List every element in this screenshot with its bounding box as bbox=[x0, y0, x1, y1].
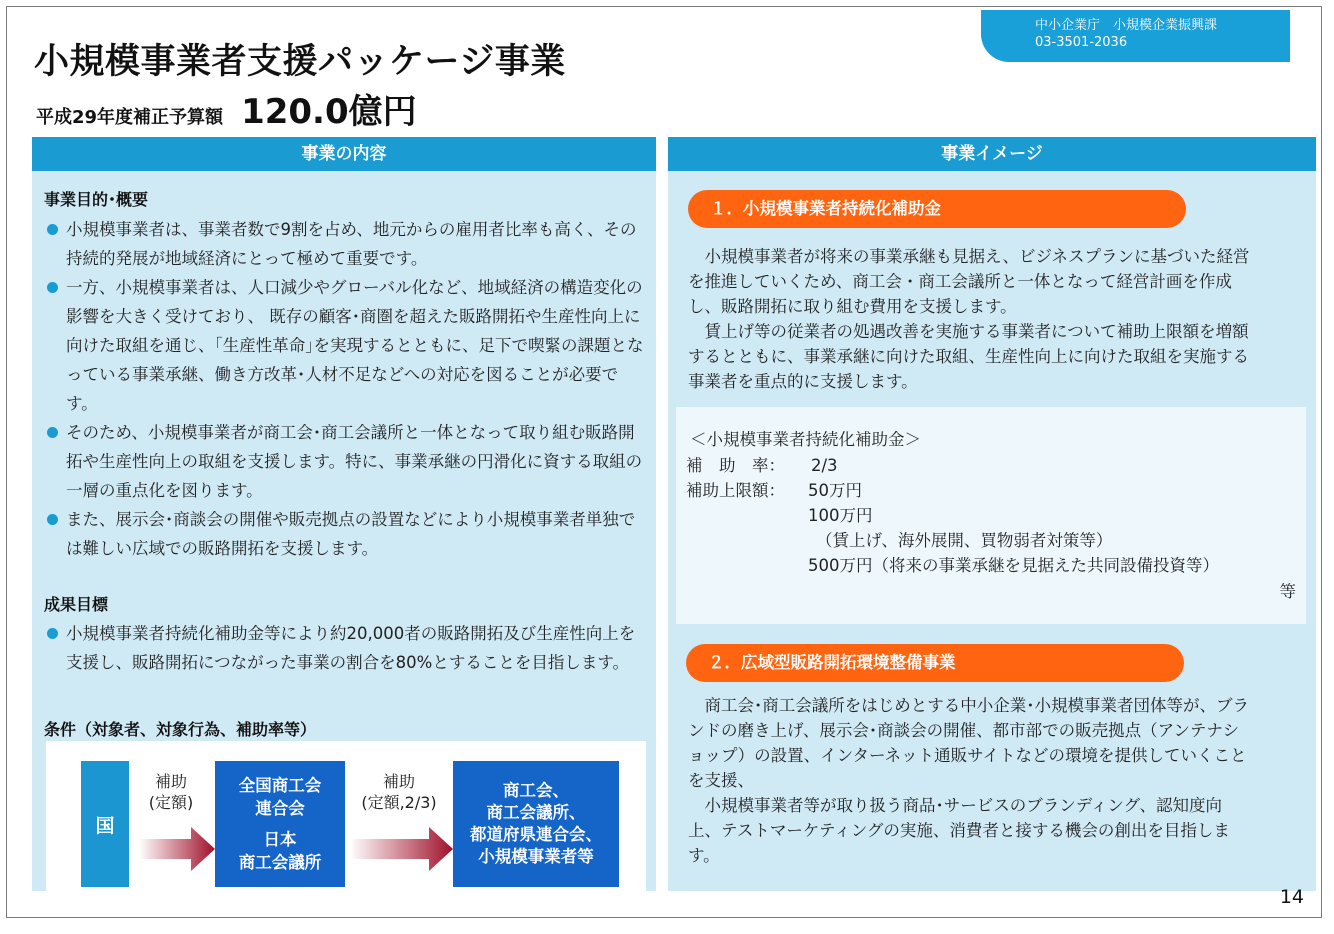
goal-bullet-list bbox=[46, 619, 646, 677]
flow-box-national: 国 bbox=[81, 761, 129, 887]
section2-text: 商工会･商工会議所をはじめとする中小企業･小規模事業者団体等が、ブランドの磨き上げ、展示会･商談会の開催、都市部での販売拠点（アンテナショップ）の設置、インターネット通販サイトなどの環境を提供していくことを支援、 小規模事業者等が取り扱う商品･サービスのブランディング、認知度向上、テストマーケティングの実施、消費者と接する機会の創出を目指します。 bbox=[688, 696, 1249, 865]
bullet-dot-icon bbox=[47, 427, 58, 438]
page-number: 14 bbox=[1279, 886, 1304, 908]
cap-50: 50万円 bbox=[808, 481, 862, 500]
budget-label: 平成29年度補正予算額 bbox=[36, 107, 224, 128]
bullet-dot-icon bbox=[47, 282, 58, 293]
arrow-right-icon bbox=[139, 827, 215, 871]
business-image-header: 事業イメージ bbox=[668, 137, 1316, 171]
section1-title: １．小規模事業者持続化補助金 bbox=[688, 190, 1186, 228]
cap-100: 100万円 bbox=[808, 506, 873, 525]
rate-value: 2/3 bbox=[811, 456, 838, 475]
bullet-dot-icon bbox=[47, 514, 58, 525]
list-item: 小規模事業者は、事業者数で9割を占め、地元からの雇用者比率も高く、その持続的発展が地域経済にとって極めて重要です。 bbox=[46, 215, 646, 273]
bullet-dot-icon bbox=[47, 224, 58, 235]
subsidy-detail-box bbox=[676, 407, 1306, 624]
purpose-heading: 事業目的･概要 bbox=[44, 190, 149, 209]
arrow-right-icon bbox=[350, 827, 453, 871]
contact-tab bbox=[981, 10, 1290, 62]
flow-box-federation: 全国商工会 連合会 日本 商工会議所 bbox=[215, 761, 345, 887]
purpose-bullet-list bbox=[46, 215, 646, 563]
contact-phone: 03-3501-2036 bbox=[1035, 35, 1128, 50]
section1-text: 小規模事業者が将来の事業承継も見据え、ビジネスプランに基づいた経営を推進していくため、商工会・商工会議所と一体となって経営計画を作成し、販路開拓に取り組む費用を支援します。 賃上げ等の従業者の処遇改善を実施する事業者について補助上限額を増額するとともに、事業承継に向けた取組、生産性向上に向けた取組を実施する事業者を重点的に支援します。 bbox=[688, 247, 1250, 391]
detail-etc: 等 bbox=[1279, 582, 1296, 601]
list-item: 一方、小規模事業者は、人口減少やグローバル化など、地域経済の構造変化の影響を大きく受けており、 既存の顧客･商圏を超えた販路開拓や生産性向上に向けた取組を通じ、｢生産性革命｣を実現するとともに、足下で喫緊の課題となっている事業承継、働き方改革･人材不足などへの対応を図ることが必要です。 bbox=[46, 273, 646, 418]
budget-amount: 120.0億円 bbox=[241, 92, 417, 132]
detail-title: ＜小規模事業者持続化補助金＞ bbox=[690, 430, 921, 449]
business-content-panel bbox=[32, 137, 656, 891]
funding-flow-diagram bbox=[46, 741, 646, 891]
goal-heading: 成果目標 bbox=[44, 595, 109, 614]
business-content-header: 事業の内容 bbox=[32, 137, 656, 171]
section2-title: ２．広域型販路開拓環境整備事業 bbox=[686, 644, 1184, 682]
budget-row bbox=[36, 84, 417, 133]
bullet-dot-icon bbox=[47, 628, 58, 639]
cap-100-note: （賃上げ、海外展開、買物弱者対策等） bbox=[816, 531, 1113, 550]
flow-arrow-label-1: 補助 (定額) bbox=[148, 772, 194, 812]
business-image-panel bbox=[668, 137, 1316, 891]
page-title: 小規模事業者支援パッケージ事業 bbox=[34, 42, 566, 82]
contact-org: 中小企業庁 小規模企業振興課 bbox=[1035, 18, 1218, 33]
rate-label: 補 助 率： bbox=[686, 456, 785, 475]
flow-arrow-label-2: 補助 (定額,2/3) bbox=[361, 772, 437, 812]
cap-500: 500万円（将来の事業承継を見据えた共同設備投資等） bbox=[808, 556, 1219, 575]
list-item: 小規模事業者持続化補助金等により約20,000者の販路開拓及び生産性向上を支援し、販路開拓につながった事業の割合を80%とすることを目指します。 bbox=[46, 619, 646, 677]
cap-label: 補助上限額： bbox=[686, 481, 785, 500]
flow-box-recipients: 商工会、 商工会議所、 都道府県連合会、 小規模事業者等 bbox=[453, 761, 619, 887]
list-item: そのため、小規模事業者が商工会･商工会議所と一体となって取り組む販路開拓や生産性向上の取組を支援します。特に、事業承継の円滑化に資する取組の一層の重点化を図ります。 bbox=[46, 418, 646, 505]
conditions-heading: 条件（対象者、対象行為、補助率等） bbox=[44, 720, 317, 739]
list-item: また、展示会･商談会の開催や販売拠点の設置などにより小規模事業者単独では難しい広域での販路開拓を支援します。 bbox=[46, 505, 646, 563]
